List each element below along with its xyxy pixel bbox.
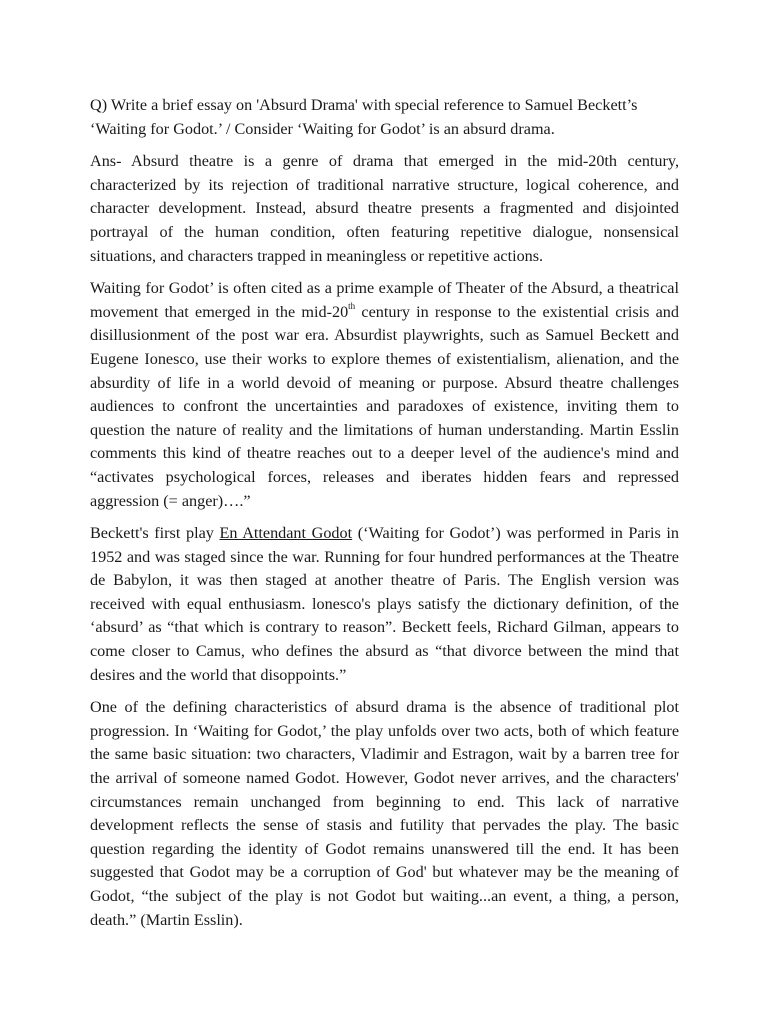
para3-text-end: (‘Waiting for Godot’) was performed in Paris in 1952 and was staged since the war. Running for four hundred performances at the Theatre de Babylon, it was then staged at another theatre of Paris. The English version was received with equal enthusiasm. lonesco's plays satisfy the dictionary definition, of the ‘absurd’ as “that which is contrary to reason”. Beckett feels, Richard Gilman, appears to come closer to Camus, who defines the absurd as “that divorce between the mind that desires and the world that disoppoints.” bbox=[90, 524, 680, 684]
answer-intro-paragraph: Ans- Absurd theatre is a genre of drama that emerged in the mid-20th century, characterized by its rejection of traditional narrative structure, logical coherence, and character development. Instead, absurd theatre presents a fragmented and disjointed portrayal of the human condition, often featuring repetitive dialogue, nonsensical situations, and characters trapped in meaningless or repetitive actions. bbox=[90, 152, 679, 265]
para3-text-start: Beckett's first play bbox=[90, 524, 220, 543]
play-title: En Attendant Godot bbox=[219, 524, 353, 543]
first-play-paragraph bbox=[90, 522, 679, 687]
para2-text-start: Waiting for Godot’ is often cited as a prime example of Theater of the Absurd, a theatrical movement that emerged in the mid-20 bbox=[90, 279, 679, 321]
theater-of-absurd-paragraph bbox=[90, 277, 679, 513]
ordinal-superscript: th bbox=[348, 301, 356, 312]
document-page bbox=[90, 94, 679, 941]
para2-text-end: century in response to the existential crisis and disillusionment of the post war era. Absurdist playwrights, such as Samuel Beckett and Eugene Ionesco, use their works to explore themes of existentialism, alienation, and the absurdity of life in a world devoid of meaning or purpose. Absurd theatre challenges audiences to confront the uncertainties and paradoxes of existence, inviting them to question the nature of reality and the limitations of human understanding. Martin Esslin comments this kind of theatre reaches out to a deeper level of the audience's mind and “activates psychological forces, releases and iberates hidden fears and repressed aggression (= anger)….” bbox=[90, 302, 679, 510]
plot-progression-paragraph: One of the defining characteristics of absurd drama is the absence of traditional plot progression. In ‘Waiting for Godot,’ the play unfolds over two acts, both of which feature the same basic situation: two characters, Vladimir and Estragon, wait by a barren tree for the arrival of someone named Godot. However, Godot never arrives, and the characters' circumstances remain unchanged from beginning to end. This lack of narrative development reflects the sense of stasis and futility that pervades the play. The basic question regarding the identity of Godot remains unanswered till the end. It has been suggested that Godot may be a corruption of God' but whatever may be the meaning of Godot, “the subject of the play is not Godot but waiting...an event, a thing, a person, death.” (Martin Esslin). bbox=[90, 698, 679, 929]
question-paragraph: Q) Write a brief essay on 'Absurd Drama' with special reference to Samuel Beckett’s ‘Waiting for Godot.’ / Consider ‘Waiting for Godot’ is an absurd drama. bbox=[90, 96, 638, 138]
